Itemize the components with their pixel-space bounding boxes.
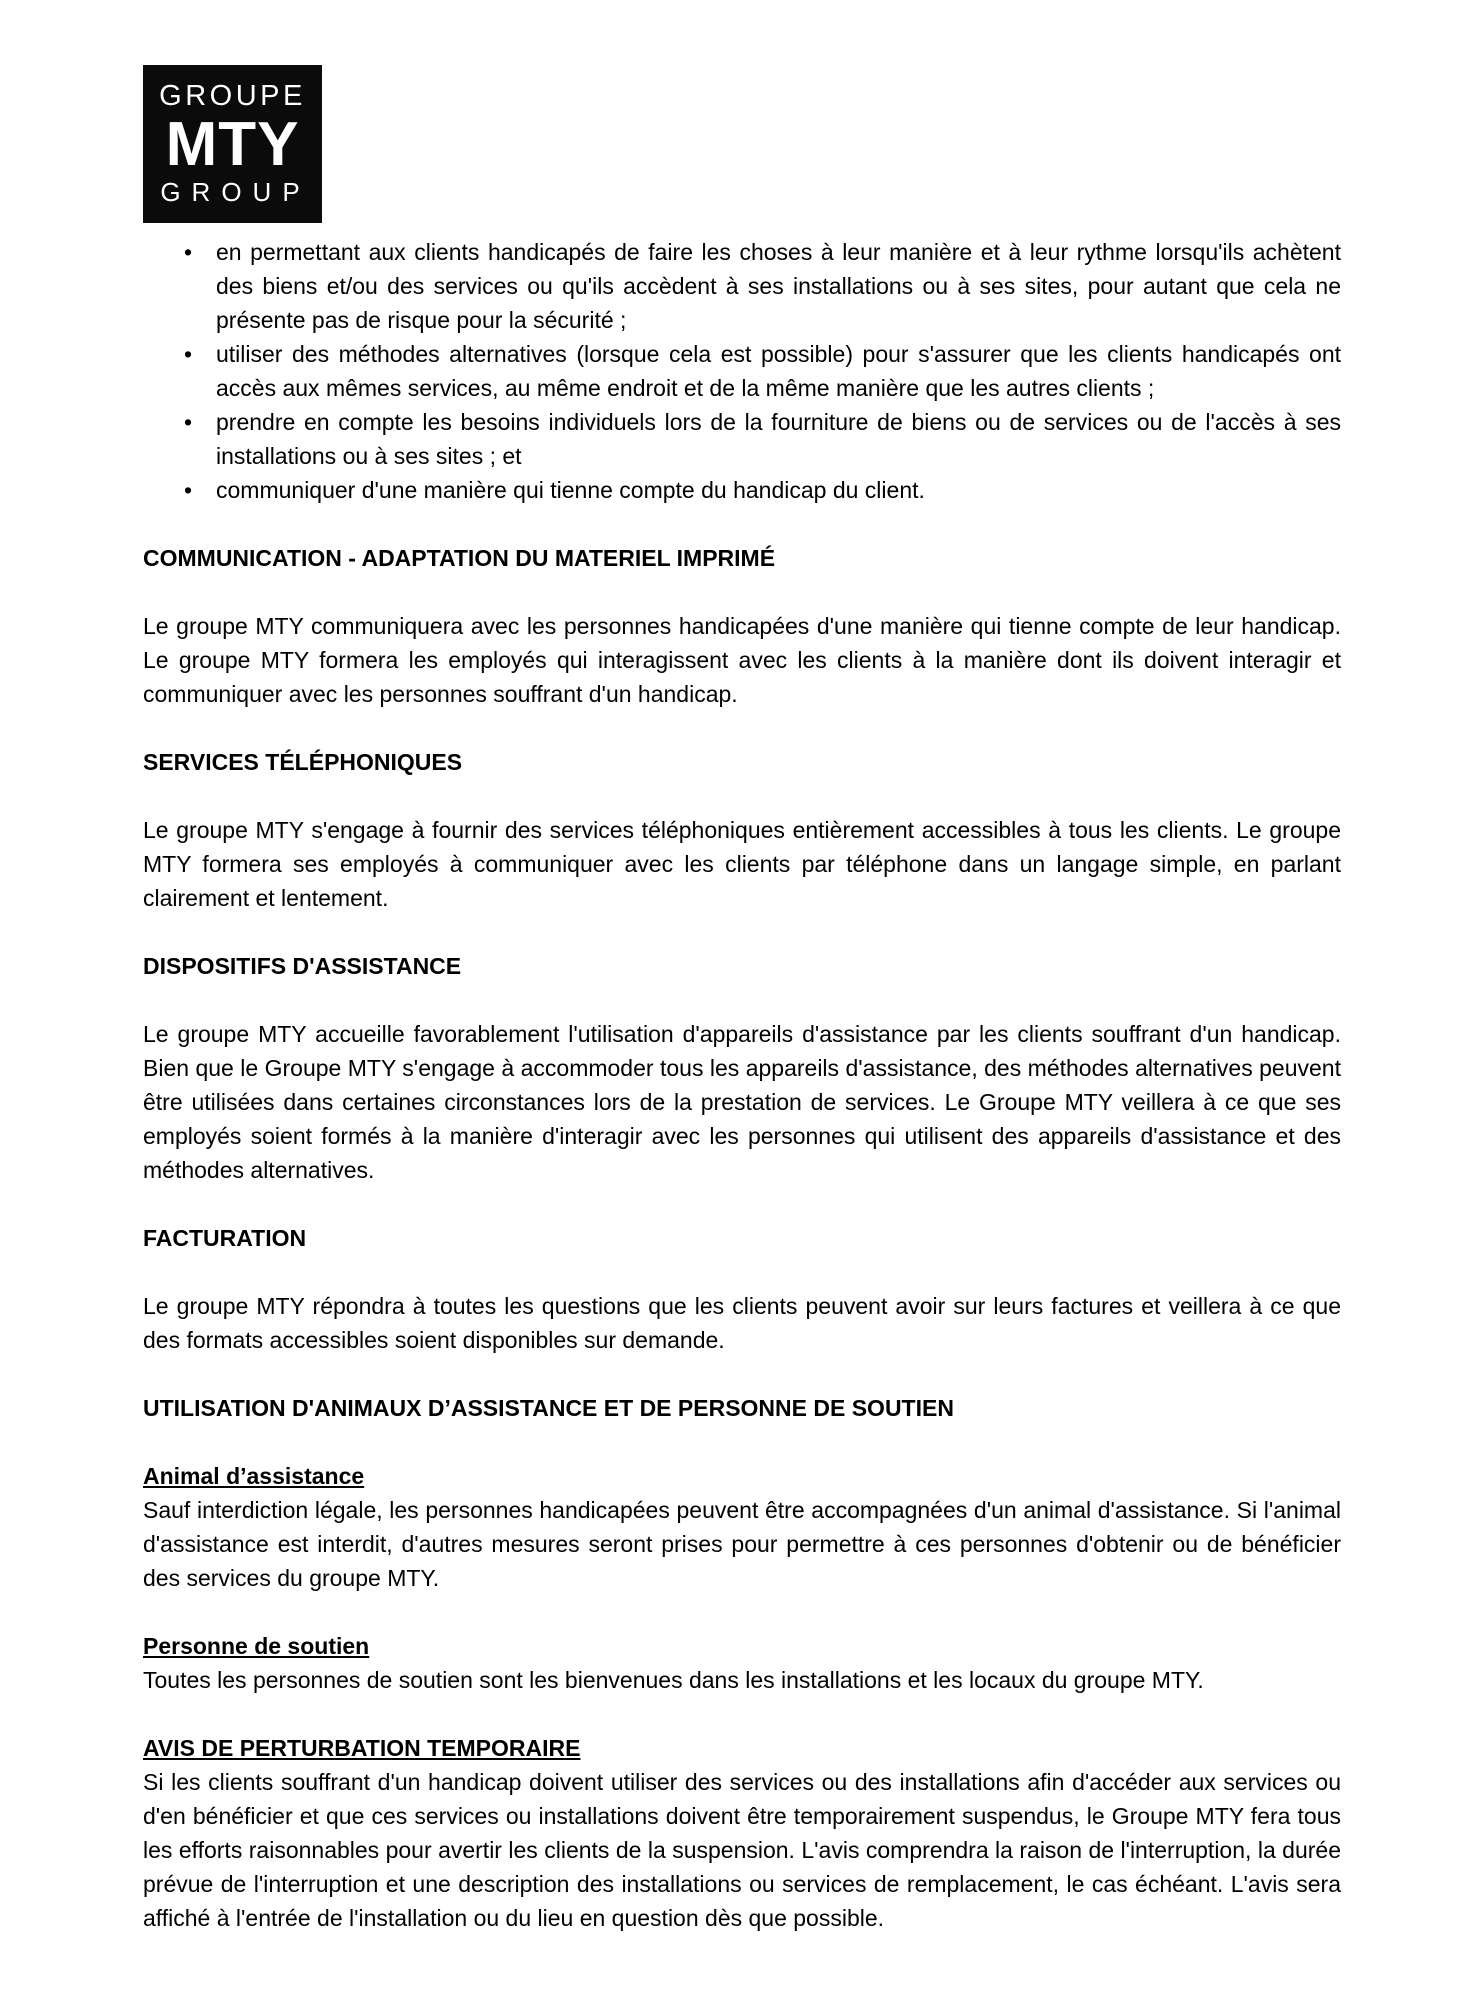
bullet-item: • prendre en compte les besoins individuels lors de la fourniture de biens ou de services ou de l'accès à ses installations ou à ses sites ; et (143, 405, 1341, 473)
section-heading-avis-perturbation: AVIS DE PERTURBATION TEMPORAIRE (143, 1735, 581, 1761)
logo-text-mty: MTY (165, 110, 300, 180)
section-paragraph-facturation: Le groupe MTY répondra à toutes les questions que les clients peuvent avoir sur leurs factures et veillera à ce que des formats accessibles soient disponibles sur demande. (143, 1293, 1341, 1353)
bullet-item: • en permettant aux clients handicapés de faire les choses à leur manière et à leur rythme lorsqu'ils achètent des biens et/ou des services ou qu'ils accèdent à ses installations ou à ses sites, pour autant que cela ne présente pas de risque pour la sécurité ; (143, 235, 1341, 337)
logo-text-groupe: GROUPE (159, 80, 306, 113)
subsection-paragraph-personne-soutien: Toutes les personnes de soutien sont les bienvenues dans les installations et les locaux du groupe MTY. (143, 1667, 1204, 1693)
logo-text-group: GROUP (160, 176, 311, 207)
mty-logo (143, 65, 322, 223)
section-heading-animaux-assistance: UTILISATION D'ANIMAUX D’ASSISTANCE ET DE PERSONNE DE SOUTIEN (143, 1395, 954, 1421)
section-heading-services-telephoniques: SERVICES TÉLÉPHONIQUES (143, 749, 463, 775)
subsection-paragraph-animal-assistance: Sauf interdiction légale, les personnes handicapées peuvent être accompagnées d'un animal d'assistance. Si l'animal d'assistance est interdit, d'autres mesures seront prises pour permettre à ces personnes d'obtenir ou de bénéficier des services du groupe MTY. (143, 1497, 1341, 1591)
bullet-item: • utiliser des méthodes alternatives (lorsque cela est possible) pour s'assurer que les clients handicapés ont accès aux mêmes services, au même endroit et de la même manière que les autres clients ; (143, 337, 1341, 405)
section-paragraph-dispositifs-assistance: Le groupe MTY accueille favorablement l'utilisation d'appareils d'assistance par les clients souffrant d'un handicap. Bien que le Groupe MTY s'engage à accommoder tous les appareils d'assistance, des méthodes alternatives peuvent être utilisées dans certaines circonstances lors de la prestation de services. Le Groupe MTY veillera à ce que ses employés soient formés à la manière d'interagir avec les personnes qui utilisent des appareils d'assistance et des méthodes alternatives. (143, 1021, 1341, 1183)
section-heading-communication: COMMUNICATION - ADAPTATION DU MATERIEL IMPRIMÉ (143, 545, 776, 571)
section-paragraph-communication: Le groupe MTY communiquera avec les personnes handicapées d'une manière qui tienne compte de leur handicap. Le groupe MTY formera les employés qui interagissent avec les clients à la manière dont ils doivent interagir et communiquer avec les personnes souffrant d'un handicap. (143, 613, 1341, 707)
section-paragraph-services-telephoniques: Le groupe MTY s'engage à fournir des services téléphoniques entièrement accessibles à tous les clients. Le groupe MTY formera ses employés à communiquer avec les clients par téléphone dans un langage simple, en parlant clairement et lentement. (143, 817, 1341, 911)
subsection-heading-personne-soutien: Personne de soutien (143, 1633, 370, 1659)
section-heading-facturation: FACTURATION (143, 1225, 307, 1251)
section-paragraph-avis-perturbation: Si les clients souffrant d'un handicap doivent utiliser des services ou des installations afin d'accéder aux services ou d'en bénéficier et que ces services ou installations doivent être temporairement suspendus, le Groupe MTY fera tous les efforts raisonnables pour avertir les clients de la suspension. L'avis comprendra la raison de l'interruption, la durée prévue de l'interruption et une description des installations ou services de remplacement, le cas échéant. L'avis sera affiché à l'entrée de l'installation ou du lieu en question dès que possible. (143, 1769, 1341, 1931)
section-heading-dispositifs-assistance: DISPOSITIFS D'ASSISTANCE (143, 953, 462, 979)
document-body (143, 235, 1341, 1935)
intro-bullet-list (143, 235, 1341, 507)
bullet-item: • communiquer d'une manière qui tienne compte du handicap du client. (143, 473, 1341, 507)
subsection-heading-animal-assistance: Animal d’assistance (143, 1463, 365, 1489)
